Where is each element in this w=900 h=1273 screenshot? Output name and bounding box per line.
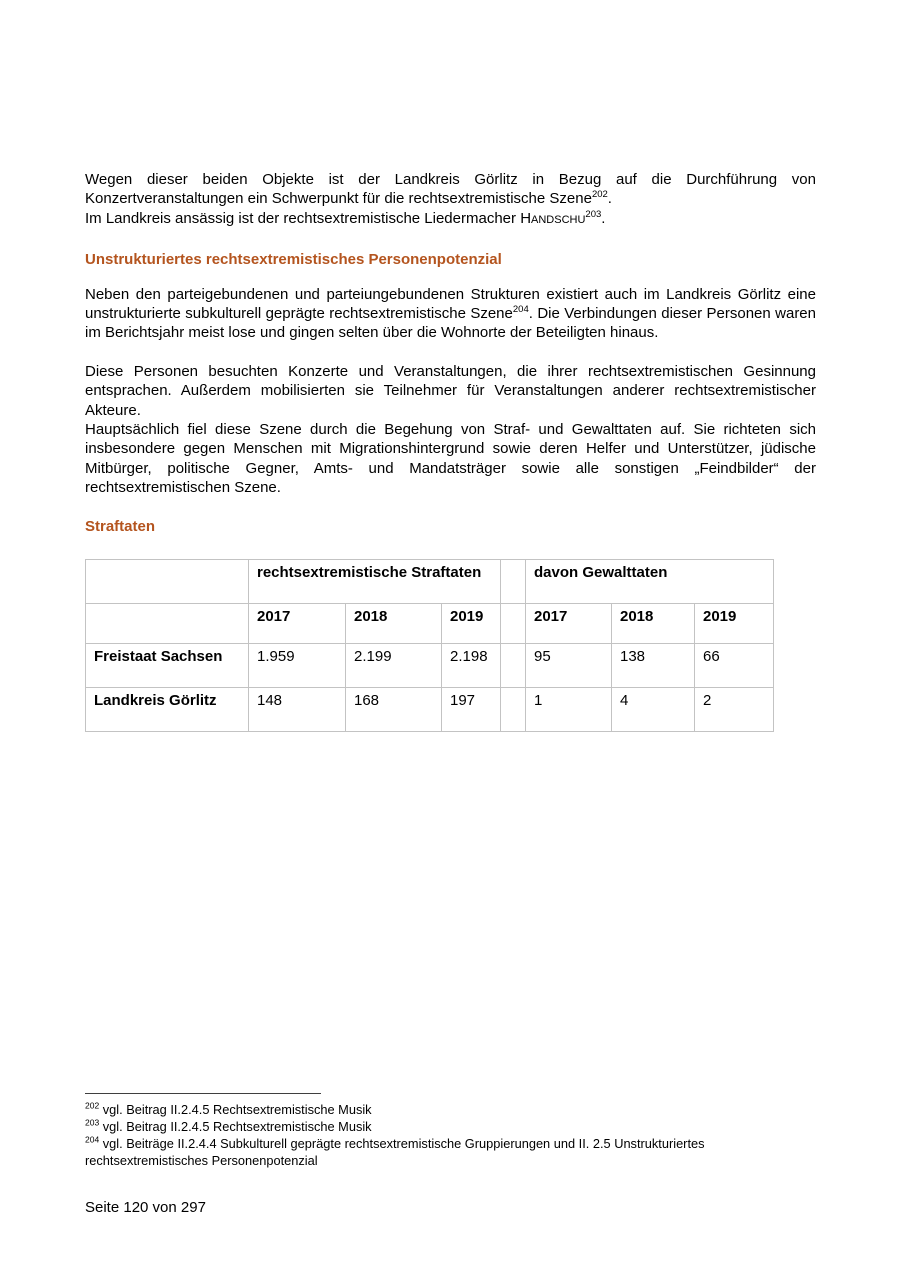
table-year-header-row <box>86 604 774 644</box>
straftaten-table <box>85 559 774 732</box>
footnote-ref-202: 202 <box>591 189 608 201</box>
text-run: Hauptsächlich fiel diese Szene durch die Begehung von Straf- und Gewalttaten auf. Sie richteten sich insbesondere gegen Menschen mit Migrationshintergrund sowie deren Helfer und Unterstützer, jüdische Mitbürger, politische Gegner, Amts- und Mandatsträger sowie alle sonstigen „Feindbilder“ der rechtsextremistischen Szene. <box>85 421 816 497</box>
paragraph-intro <box>85 170 816 228</box>
footnote-text: vgl. Beitrag II.2.4.5 Rechtsextremistische Musik <box>102 1119 372 1134</box>
table-cell: 148 <box>249 688 346 732</box>
table-cell: 138 <box>612 644 695 688</box>
footnotes-section <box>85 1093 816 1169</box>
year-header: 2018 <box>346 604 442 644</box>
text-run: Im Landkreis ansässig ist der rechtsextremistische Liedermacher <box>85 209 521 227</box>
page-content <box>85 170 816 732</box>
table-cell: 4 <box>612 688 695 732</box>
table-cell: 66 <box>695 644 774 688</box>
year-header: 2017 <box>526 604 612 644</box>
text-run: . <box>607 190 612 208</box>
text-run: . <box>601 209 606 227</box>
section-heading-straftaten: Straftaten <box>85 517 156 535</box>
table-gap-cell <box>501 644 526 688</box>
page-number: Seite 120 von 297 <box>85 1199 206 1216</box>
footnote-ref-203: 203 <box>585 208 602 220</box>
text-run: . Die Verbindungen dieser Personen waren im Berichtsjahr meist lose und gingen selten über die Wohnorte der Beteiligten hinaus. <box>85 305 816 342</box>
table-group-header-row <box>86 560 774 604</box>
column-group-straftaten: rechtsextremistische Straftaten <box>249 560 501 604</box>
table-cell: 2.199 <box>346 644 442 688</box>
year-header: 2017 <box>249 604 346 644</box>
footnote-separator <box>85 1093 321 1094</box>
section-heading-personenpotenzial: Unstrukturiertes rechtsextremistisches Personenpotenzial <box>85 251 502 269</box>
table-gap-cell <box>501 604 526 644</box>
footnote-204 <box>85 1135 816 1169</box>
person-name: Handschu <box>520 209 586 227</box>
table-corner-cell <box>86 560 249 604</box>
footnote-text: vgl. Beitrag II.2.4.5 Rechtsextremistische Musik <box>102 1102 372 1117</box>
table-row-sachsen <box>86 644 774 688</box>
table-cell: 2.198 <box>442 644 501 688</box>
table-gap-cell <box>501 688 526 732</box>
row-label: Landkreis Görlitz <box>86 688 249 732</box>
text-run: Wegen dieser beiden Objekte ist der Landkreis Görlitz in Bezug auf die Durchführung von Konzertveranstaltungen ein Schwerpunkt für die rechtsextremistische Szene <box>85 171 816 208</box>
footnote-number: 202 <box>85 1100 100 1111</box>
table-cell: 95 <box>526 644 612 688</box>
year-header: 2019 <box>442 604 501 644</box>
table-row-goerlitz <box>86 688 774 732</box>
text-run: Neben den parteigebundenen und parteiungebundenen Strukturen existiert auch im Landkreis Görlitz eine unstrukturierte subkulturell geprägte rechtsextremistische Szene <box>85 285 816 323</box>
table-cell: 197 <box>442 688 501 732</box>
footnote-202 <box>85 1101 816 1118</box>
paragraph-konzerte-straftaten <box>85 362 816 498</box>
paragraph-strukturen <box>85 285 816 343</box>
footnote-ref-204: 204 <box>512 304 529 316</box>
text-run: Diese Personen besuchten Konzerte und Veranstaltungen, die ihrer rechtsextremistischen Gesinnung entsprachen. Außerdem mobilisierten sie Teilnehmer für Veranstaltungen anderer rechtsextremistischer Akteure. <box>85 362 816 419</box>
table-cell: 1.959 <box>249 644 346 688</box>
footnote-number: 203 <box>85 1117 100 1128</box>
table-cell: 1 <box>526 688 612 732</box>
column-group-gewalttaten: davon Gewalttaten <box>526 560 774 604</box>
table-gap-cell <box>501 560 526 604</box>
table-cell: 168 <box>346 688 442 732</box>
footnote-number: 204 <box>85 1134 100 1145</box>
table-cell: 2 <box>695 688 774 732</box>
year-header: 2018 <box>612 604 695 644</box>
table-corner-cell <box>86 604 249 644</box>
footnote-203 <box>85 1118 816 1135</box>
row-label: Freistaat Sachsen <box>86 644 249 688</box>
footnote-text: vgl. Beiträge II.2.4.4 Subkulturell geprägte rechtsextremistische Gruppierungen und II. 2.5 Unstrukturiertes rechtsextremistisches Personenpotenzial <box>85 1136 705 1168</box>
year-header: 2019 <box>695 604 774 644</box>
